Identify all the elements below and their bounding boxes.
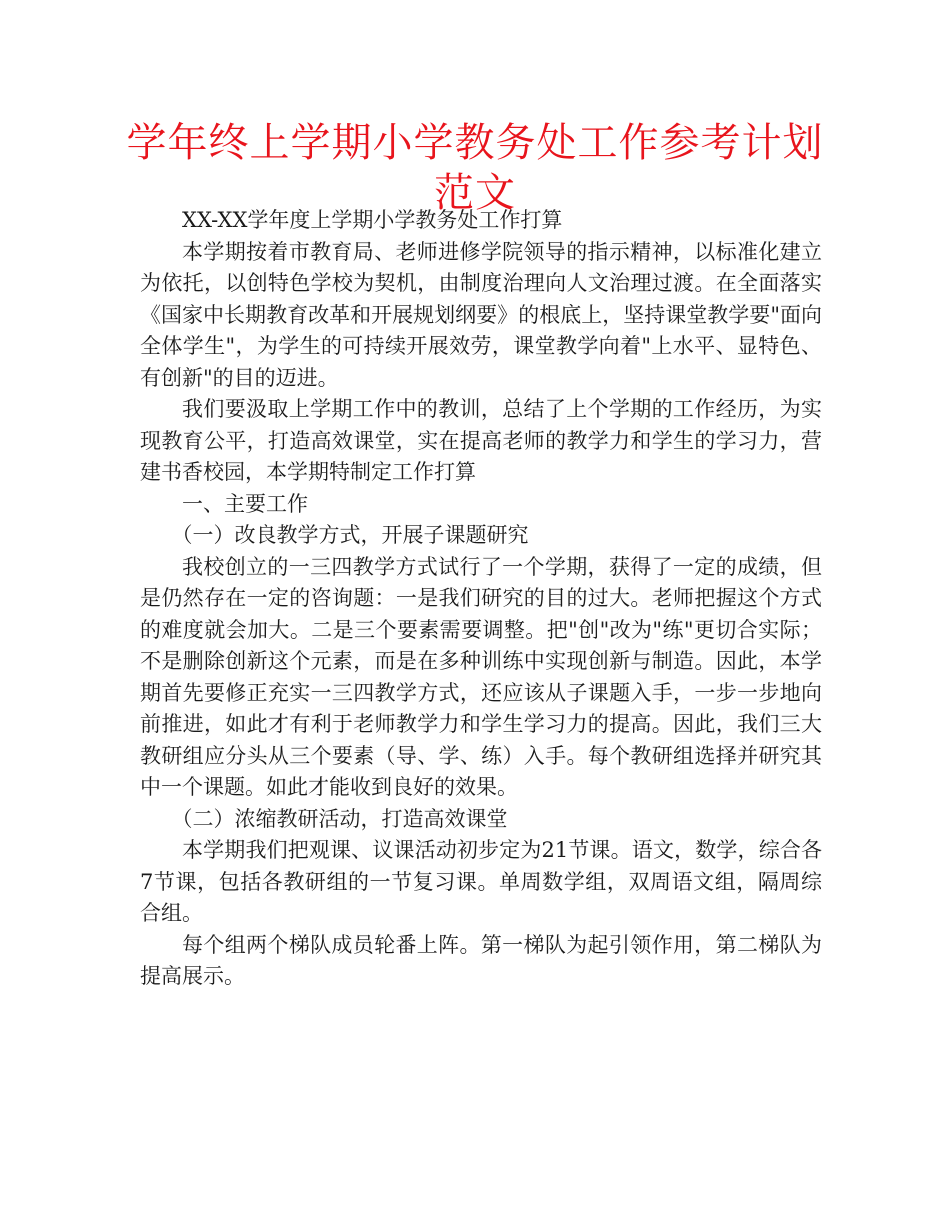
paragraph: 我校创立的一三四教学方式试行了一个学期，获得了一定的成绩，但是仍然存在一定的咨询题：一是我们研究的目的过大。老师把握这个方式的难度就会加大。二是三个要素需要调整。把"创"改为"练"更切合实际；不是删除创新这个元素，而是在多种训练中实现创新与制造。因此，本学期首先要修正充实一三四教学方式，还应该从子课题入手，一步一步地向前推进，如此才有利于老师教学力和学生学习力的提高。因此，我们三大教研组应分头从三个要素（导、学、练）入手。每个教研组选择并研究其中一个课题。如此才能收到良好的效果。 xyxy=(140,554,822,799)
document-body xyxy=(140,205,822,993)
paragraph: 本学期按着市教育局、老师进修学院领导的指示精神，以标准化建立为依托，以创特色学校为契机，由制度治理向人文治理过渡。在全面落实《国家中长期教育改革和开展规划纲要》的根底上，坚持课堂教学要"面向全体学生"，为学生的可持续开展效劳，课堂教学向着"上水平、显特色、有创新"的目的迈进。 xyxy=(140,239,822,390)
paragraph: 我们要汲取上学期工作中的教训，总结了上个学期的工作经历，为实现教育公平，打造高效课堂，实在提高老师的教学力和学生的学习力，营建书香校园，本学期特制定工作打算 xyxy=(140,397,822,484)
subsection-heading: （二）浓缩教研活动，打造高效课堂 xyxy=(171,806,508,831)
paragraph: 本学期我们把观课、议课活动初步定为21节课。语文，数学，综合各7节课，包括各教研组的一节复习课。单周数学组，双周语文组，隔周综合组。 xyxy=(140,838,822,925)
doc-subtitle: XX-XX学年度上学期小学教务处工作打算 xyxy=(182,208,563,232)
section-heading: 一、主要工作 xyxy=(182,491,308,516)
paragraph: 每个组两个梯队成员轮番上阵。第一梯队为起引领作用，第二梯队为提高展示。 xyxy=(140,932,822,988)
subsection-heading: （一）改良教学方式，开展子课题研究 xyxy=(171,523,529,547)
document-title: 学年终上学期小学教务处工作参考计划范文 xyxy=(126,120,824,216)
